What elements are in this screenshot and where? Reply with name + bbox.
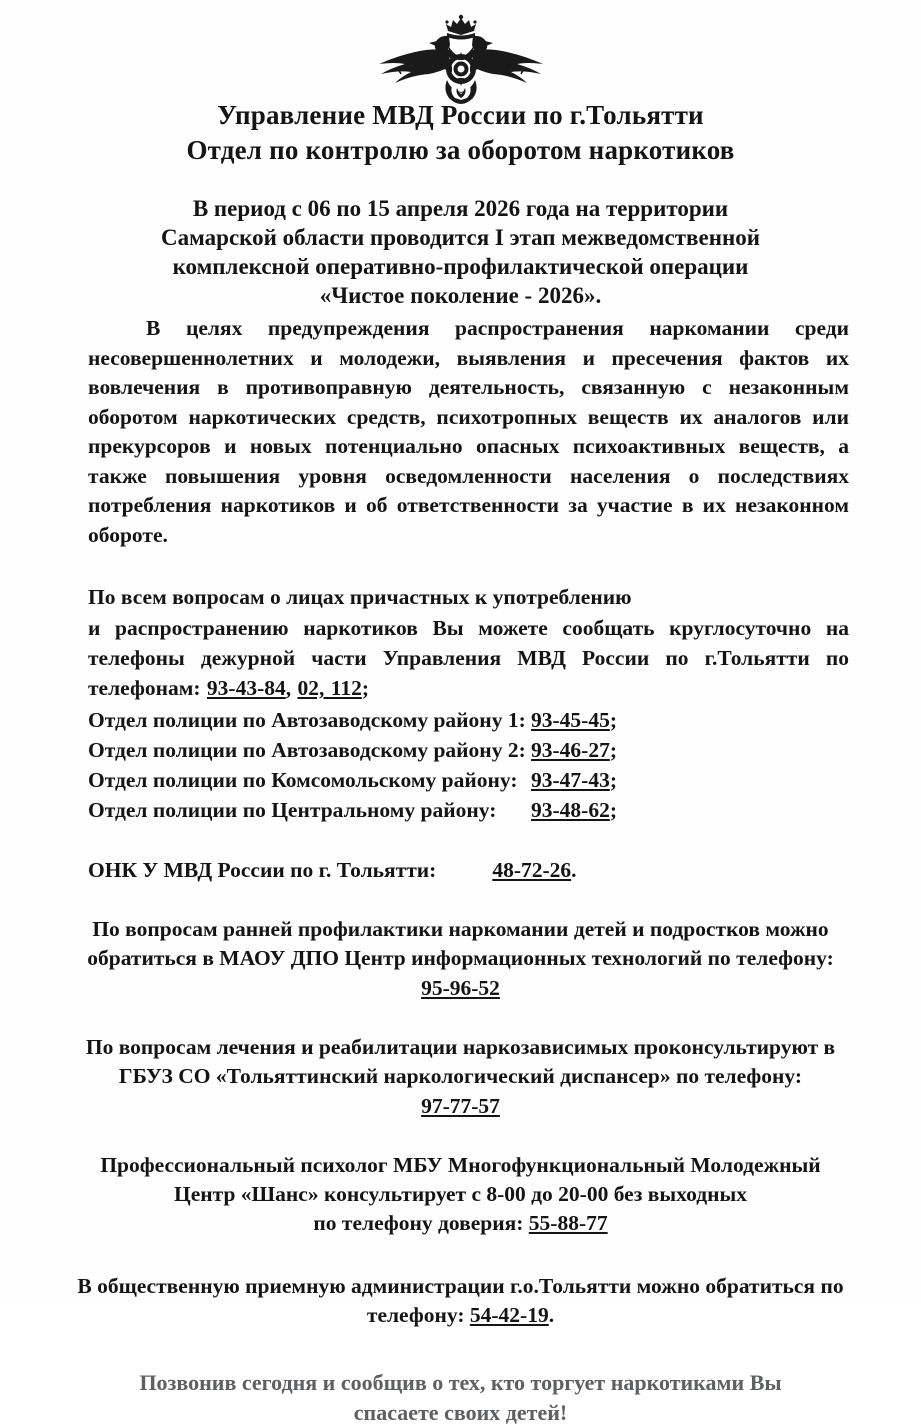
reporting-headline: По всем вопросам о лицах причастных к употреблению [88,585,632,609]
early-prevention-phone[interactable]: 95-96-52 [421,976,500,1000]
psychologist-block [0,1151,921,1238]
treatment-block [0,1033,921,1121]
department-label: Отдел полиции по Центральному району: [88,798,497,822]
treatment-line-1: По вопросам лечения и реабилитации наркозависимых проконсультируют в [85,1035,836,1059]
duty-phone-1[interactable]: 93-43-84 [206,676,286,700]
psychologist-phone[interactable]: 55-88-77 [528,1211,608,1235]
reporting-text: и распространению наркотиков Вы можете сообщать круглосуточно на телефоны дежурной части Управления МВД России по г.Тольятти по телефонам: [88,616,849,700]
early-prevention-line-1: По вопросам ранней профилактики наркомании детей и подростков можно [92,917,829,941]
page-subtitle: Отдел по контролю за оборотом наркотиков [186,135,735,165]
table-row [88,735,921,765]
purpose-paragraph: В целях предупреждения распространения наркомании среди несовершеннолетних и молодежи, выявления и пресечения фактов их вовлечения в противоправную деятельность, связанную с незаконным оборотом наркотических средств, психотропных веществ их аналогов или прекурсоров и новых потенциально опасных психоактивных веществ, а также повышения уровня осведомленности населения о последствиях потребления наркотиков и об ответственности за участие в их незаконном обороте. [88,316,849,547]
department-label: Отдел полиции по Комсомольскому району: [88,768,518,792]
public-reception-line-1: В общественную приемную администрации г.о.Тольятти можно обратиться по [77,1274,844,1298]
announcement-line-3: комплексной оперативно-профилактической операции [172,254,749,279]
mvd-double-headed-eagle-emblem [361,14,561,106]
announcement-line-2: Самарской области проводится I этап межведомственной [161,225,760,250]
department-phone-list [88,705,921,825]
treatment-line-2: ГБУЗ СО «Тольяттинский наркологический диспансер» по телефону: [118,1064,803,1088]
table-row [88,795,921,825]
public-reception-phone[interactable]: 54-42-19 [469,1303,549,1327]
onk-contact-row [88,855,921,885]
department-phone[interactable]: 93-47-43 [531,768,610,792]
psychologist-line-2: Центр «Шанс» консультирует с 8-00 до 20-00 без выходных [173,1182,747,1206]
onk-label: ОНК У МВД России по г. Тольятти: [88,858,437,882]
row-terminator: ; [609,738,617,762]
row-terminator: ; [609,708,617,732]
announcement-line-1: В период с 06 по 15 апреля 2026 года на территории [192,196,729,221]
public-reception-block [0,1272,921,1330]
row-terminator: ; [609,768,617,792]
closing-appeal-line-2: спасаете своих детей! [353,1400,568,1425]
announcement-block [0,194,921,310]
department-label: Отдел полиции по Автозаводскому району 2: [88,738,526,762]
table-row [88,705,921,735]
public-reception-terminator: . [548,1303,555,1327]
table-row [88,765,921,795]
phone-terminator: ; [361,676,369,700]
document-title-block [0,98,921,168]
reporting-paragraph [88,582,849,703]
phone-separator: , [285,676,298,700]
treatment-phone[interactable]: 97-77-57 [421,1094,500,1118]
department-phone[interactable]: 93-48-62 [531,798,610,822]
psychologist-phone-prefix: по телефону доверия: [313,1211,524,1235]
emblem-container [0,0,921,96]
duty-phone-2[interactable]: 02, 112 [297,676,362,700]
closing-appeal [0,1368,921,1428]
early-prevention-block [0,915,921,1003]
department-phone[interactable]: 93-45-45 [531,708,610,732]
onk-phone[interactable]: 48-72-26 [492,858,572,882]
row-terminator: ; [609,798,617,822]
onk-terminator: . [571,858,577,882]
page-title: Управление МВД России по г.Тольятти [217,100,704,130]
department-label: Отдел полиции по Автозаводскому району 1: [88,708,526,732]
public-reception-phone-prefix: телефону: [366,1303,465,1327]
announcement-line-4: «Чистое поколение - 2026». [319,283,602,308]
closing-appeal-line-1: Позвонив сегодня и сообщив о тех, кто торгует наркотиками Вы [139,1370,782,1395]
early-prevention-line-2: обратиться в МАОУ ДПО Центр информационных технологий по телефону: [87,946,834,970]
psychologist-line-1: Профессиональный психолог МБУ Многофункциональный Молодежный [100,1153,821,1177]
department-phone[interactable]: 93-46-27 [531,738,610,762]
